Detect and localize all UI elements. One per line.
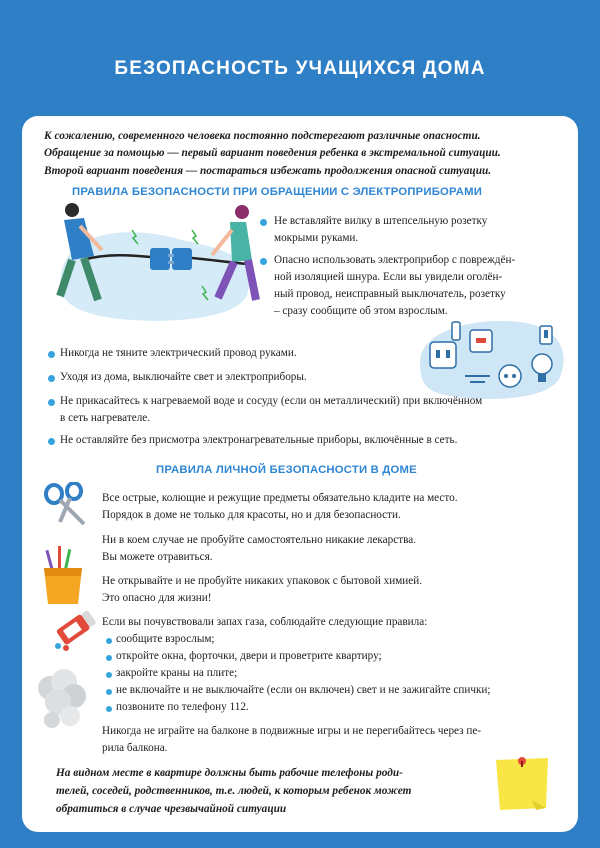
- intro-line: К сожалению, современного человека постоянно подстерегают различные опасности.: [44, 130, 481, 142]
- gas-rule-item: сообщите взрослым;: [116, 633, 215, 645]
- paragraph-line: Не открывайте и не пробуйте никаких упаковок с бытовой химией.: [102, 575, 423, 587]
- electrical-rule-item: [274, 252, 569, 320]
- paragraph-line: Это опасно для жизни!: [102, 592, 212, 604]
- rule-line: ной изоляцией шнура. Если вы увидели оголён-: [274, 271, 503, 283]
- intro-line: Второй вариант поведения — постараться избежать продолжения опасной ситуации.: [44, 164, 492, 177]
- bullet: [48, 375, 55, 382]
- personal-rule-paragraph: [102, 490, 458, 524]
- gas-rules-intro: Если вы почувствовали запах газа, соблюдайте следующие правила:: [102, 616, 428, 628]
- bullet: [106, 655, 112, 661]
- content-card: [22, 116, 578, 832]
- pill-bottle-icon: [48, 606, 100, 652]
- rule-line: мокрыми руками.: [274, 232, 359, 244]
- bullet: [260, 219, 267, 226]
- smoke-icon: [30, 666, 96, 732]
- rule-line: Уходя из дома, выключайте свет и электроприборы.: [60, 371, 307, 383]
- paragraph-line: Никогда не играйте на балконе в подвижные игры и не перегибайтесь через пе-: [102, 725, 482, 737]
- outro-line: обратиться в случае чрезвычайной ситуации: [56, 803, 287, 815]
- scissors-icon: [42, 482, 90, 530]
- gas-rule-item: не включайте и не выключайте (если он включен) свет и не зажигайте спички;: [116, 684, 491, 696]
- electrical-rule-item: [274, 213, 569, 247]
- tug-of-war-illustration: [42, 200, 267, 330]
- bullet: [48, 399, 55, 406]
- rule-line: ный провод, неисправный выключатель, розетку: [274, 288, 506, 300]
- intro-line: Обращение за помощью — первый вариант поведения ребенка в экстремальной ситуации.: [44, 147, 501, 160]
- pencil-cup-icon: [38, 546, 88, 606]
- bullet: [106, 638, 112, 644]
- paragraph-line: Ни в коем случае не пробуйте самостоятельно никакие лекарства.: [102, 534, 416, 546]
- paragraph-line: Вы можете отравиться.: [102, 551, 213, 563]
- gas-rule-item: позвоните по телефону 112.: [116, 701, 249, 713]
- outro-line: телей, соседей, родственников, т.е. людей, к которым ребенок может: [56, 785, 412, 797]
- personal-rule-paragraph: [102, 532, 416, 566]
- paragraph-line: Все острые, колющие и режущие предметы обязательно кладите на место.: [102, 492, 458, 504]
- electrical-rule-item: [60, 345, 297, 362]
- rule-line: Не прикасайтесь к нагреваемой воде и сосуду (если он металлический) при включённом: [60, 395, 483, 407]
- rule-line: в сеть нагревателе.: [60, 412, 151, 424]
- outro-line: На видном месте в квартире должны быть рабочие телефоны роди-: [56, 767, 403, 779]
- gas-rule-item: закройте краны на плите;: [116, 667, 238, 679]
- rule-line: – сразу сообщите об этом взрослым.: [274, 305, 448, 317]
- section-personal-heading: ПРАВИЛА ЛИЧНОЙ БЕЗОПАСНОСТИ В ДОМЕ: [156, 464, 417, 476]
- page-title: БЕЗОПАСНОСТЬ УЧАЩИХСЯ ДОМА: [114, 58, 486, 79]
- electric-appliances-illustration: [410, 312, 570, 402]
- rule-line: Не оставляйте без присмотра электронагревательные приборы, включённые в сеть.: [60, 434, 458, 446]
- outro-text: [56, 764, 476, 818]
- bullet: [106, 689, 112, 695]
- electrical-rule-item: [60, 432, 457, 449]
- intro-text: [44, 128, 569, 180]
- bullet: [106, 706, 112, 712]
- paragraph-line: рила балкона.: [102, 742, 168, 754]
- bullet: [106, 672, 112, 678]
- bullet: [260, 258, 267, 265]
- bullet: [48, 438, 55, 445]
- paragraph-line: Порядок в доме не только для красоты, но и для безопасности.: [102, 509, 401, 521]
- rule-line: Никогда не тяните электрический провод руками.: [60, 347, 297, 359]
- section-electrical-heading: ПРАВИЛА БЕЗОПАСНОСТИ ПРИ ОБРАЩЕНИИ С ЭЛЕКТРОПРИБОРАМИ: [72, 186, 483, 198]
- bullet: [48, 351, 55, 358]
- personal-rule-paragraph: [102, 573, 422, 607]
- rule-line: Опасно использовать электроприбор с повреждён-: [274, 254, 516, 266]
- electrical-rule-item: [60, 393, 570, 427]
- rule-line: Не вставляйте вилку в штепсельную розетку: [274, 215, 488, 227]
- sticky-note-icon: [492, 752, 552, 814]
- electrical-rule-item: [60, 369, 307, 386]
- gas-rule-item: откройте окна, форточки, двери и проветрите квартиру;: [116, 650, 382, 662]
